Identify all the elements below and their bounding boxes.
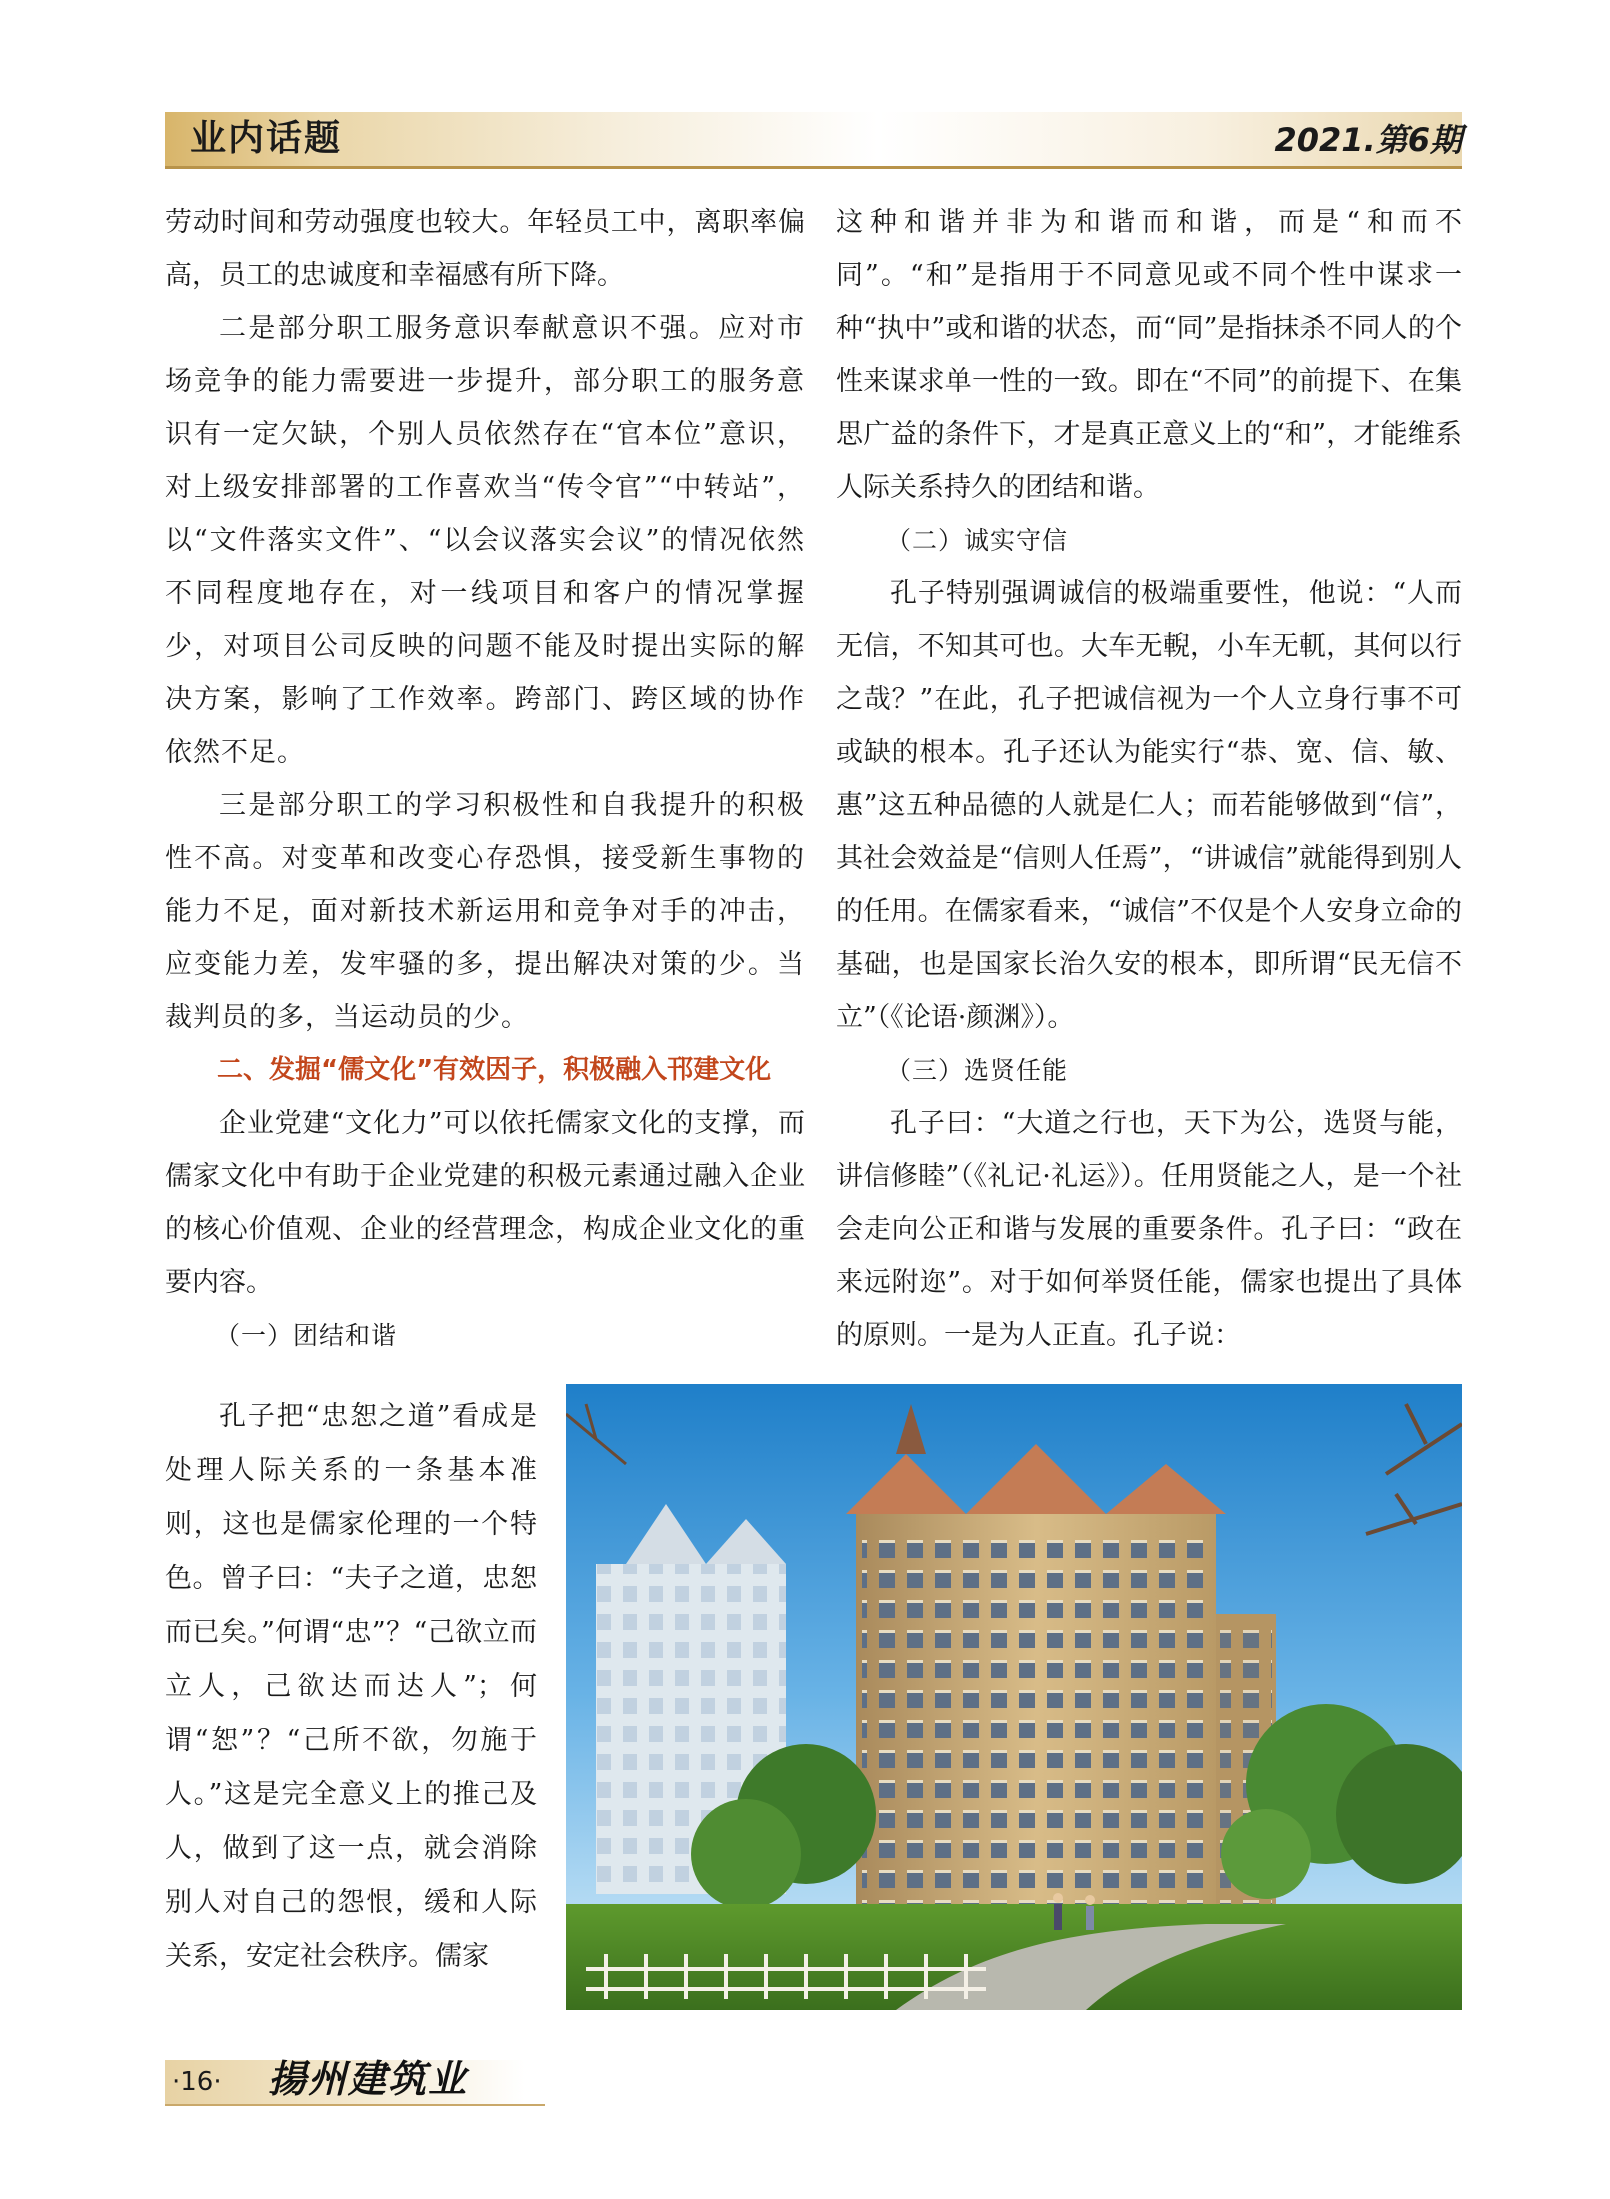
- section-heading: 二、发掘“儒文化”有效因子，积极融入邗建文化: [217, 1055, 772, 1085]
- paragraph: 这种和谐并非为和谐而和谐，而是“和而不同”。“和”是指用于不同意见或不同个性中谋求一种“执中”或和谐的状态，而“同”是指抹杀不同人的个性来谋求单一性的一致。即在“不同”的前提下、在集思广益的条件下，才是真正意义上的“和”，才能维系人际关系持久的团结和谐。: [836, 207, 1462, 503]
- paragraph: 劳动时间和劳动强度也较大。年轻员工中，离职率偏高，员工的忠诚度和幸福感有所下降。: [165, 207, 805, 291]
- magazine-logo: 揚州建筑业: [268, 2056, 469, 2101]
- issue-label: 2021.第6期: [1274, 121, 1462, 159]
- paragraph: 企业党建“文化力”可以依托儒家文化的支撑，而儒家文化中有助于企业党建的积极元素通过融入企业的核心价值观、企业的经营理念，构成企业文化的重要内容。: [165, 1108, 805, 1298]
- paragraph: 三是部分职工的学习积极性和自我提升的积极性不高。对变革和改变心存恐惧，接受新生事物的能力不足，面对新技术新运用和竞争对手的冲击，应变能力差，发牢骚的多，提出解决对策的少。当裁判员的多，当运动员的少。: [165, 790, 805, 1033]
- paragraph: 孔子曰：“大道之行也，天下为公，选贤与能，讲信修睦”（《礼记·礼运》）。任用贤能之人，是一个社会走向公正和谐与发展的重要条件。孔子曰：“政在来远附迩”。对于如何举贤任能，儒家也提出了具体的原则。一是为人正直。孔子说：: [836, 1108, 1462, 1351]
- footer-rule: [165, 2104, 545, 2106]
- left-column-narrow: [165, 1390, 537, 1984]
- subheading: （一）团结和谐: [215, 1321, 398, 1350]
- page-number: ·16·: [172, 2067, 222, 2097]
- subheading: （三）选贤任能: [886, 1056, 1069, 1085]
- header-band: [165, 112, 1462, 166]
- right-column: [836, 196, 1462, 1362]
- building-photo: [566, 1384, 1462, 2010]
- subheading: （二）诚实守信: [886, 526, 1069, 555]
- paragraph: 孔子把“忠恕之道”看成是处理人际关系的一条基本准则，这也是儒家伦理的一个特色。曾子曰：“夫子之道，忠恕而已矣。”何谓“忠”？“己欲立而立人，己欲达而达人”；何谓“恕”？“己所不欲，勿施于人。”这是完全意义上的推己及人，做到了这一点，就会消除别人对自己的怨恨，缓和人际关系，安定社会秩序。儒家: [165, 1401, 537, 1972]
- section-title: 业内话题: [190, 118, 343, 159]
- header-rule: [165, 166, 1462, 169]
- paragraph: 孔子特别强调诚信的极端重要性，他说：“人而无信，不知其可也。大车无輗，小车无軏，其何以行之哉？”在此，孔子把诚信视为一个人立身行事不可或缺的根本。孔子还认为能实行“恭、宽、信、敏、惠”这五种品德的人就是仁人；而若能够做到“信”，其社会效益是“信则人任焉”，“讲诚信”就能得到别人的任用。在儒家看来，“诚信”不仅是个人安身立命的基础，也是国家长治久安的根本，即所谓“民无信不立”（《论语·颜渊》）。: [836, 578, 1462, 1033]
- left-column: [165, 196, 805, 1362]
- paragraph: 二是部分职工服务意识奉献意识不强。应对市场竞争的能力需要进一步提升，部分职工的服务意识有一定欠缺，个别人员依然存在“官本位”意识，对上级安排部署的工作喜欢当“传令官”“中转站”，以“文件落实文件”、“以会议落实会议”的情况依然不同程度地存在，对一线项目和客户的情况掌握少，对项目公司反映的问题不能及时提出实际的解决方案，影响了工作效率。跨部门、跨区域的协作依然不足。: [165, 313, 805, 768]
